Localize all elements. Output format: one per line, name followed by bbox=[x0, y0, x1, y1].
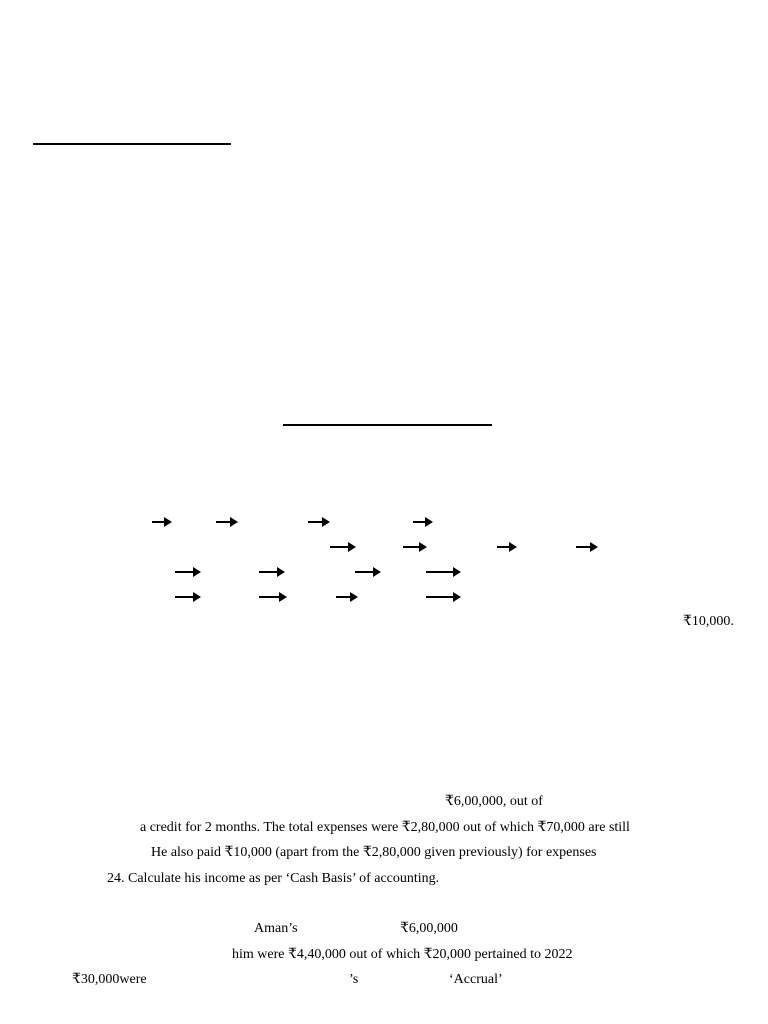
para1-line4: 24. Calculate his income as per ‘Cash Basis’ of accounting. bbox=[107, 871, 440, 886]
para2-line1-amount: ₹6,00,000 bbox=[400, 921, 458, 936]
right-arrow-icon bbox=[497, 542, 517, 552]
right-arrow-icon bbox=[308, 517, 330, 527]
para2-line1-name: Aman’s bbox=[254, 921, 298, 936]
para1-line1: ₹6,00,000, out of bbox=[445, 794, 543, 809]
right-arrow-icon bbox=[330, 542, 356, 552]
right-arrow-icon bbox=[403, 542, 427, 552]
right-arrow-icon bbox=[576, 542, 598, 552]
para2-line3-accrual: ‘Accrual’ bbox=[449, 972, 503, 987]
right-arrow-icon bbox=[336, 592, 358, 602]
para2-line3-possessive: ’s bbox=[349, 972, 359, 987]
para1-line2: a credit for 2 months. The total expenses were ₹2,80,000 out of which ₹70,000 are still bbox=[140, 820, 630, 835]
right-arrow-icon bbox=[216, 517, 238, 527]
right-arrow-icon bbox=[175, 567, 201, 577]
amount-right: ₹10,000. bbox=[683, 614, 734, 629]
right-arrow-icon bbox=[426, 567, 461, 577]
right-arrow-icon bbox=[259, 567, 285, 577]
right-arrow-icon bbox=[426, 592, 461, 602]
para1-line3: He also paid ₹10,000 (apart from the ₹2,80,000 given previously) for expenses bbox=[151, 845, 597, 860]
right-arrow-icon bbox=[413, 517, 433, 527]
para2-line2: him were ₹4,40,000 out of which ₹20,000 pertained to 2022 bbox=[232, 947, 573, 962]
para2-line3-amount: ₹30,000were bbox=[72, 972, 147, 987]
right-arrow-icon bbox=[259, 592, 287, 602]
section-heading-underline bbox=[33, 143, 231, 145]
right-arrow-icon bbox=[355, 567, 381, 577]
subheading-underline bbox=[283, 424, 492, 426]
right-arrow-icon bbox=[175, 592, 201, 602]
right-arrow-icon bbox=[152, 517, 172, 527]
